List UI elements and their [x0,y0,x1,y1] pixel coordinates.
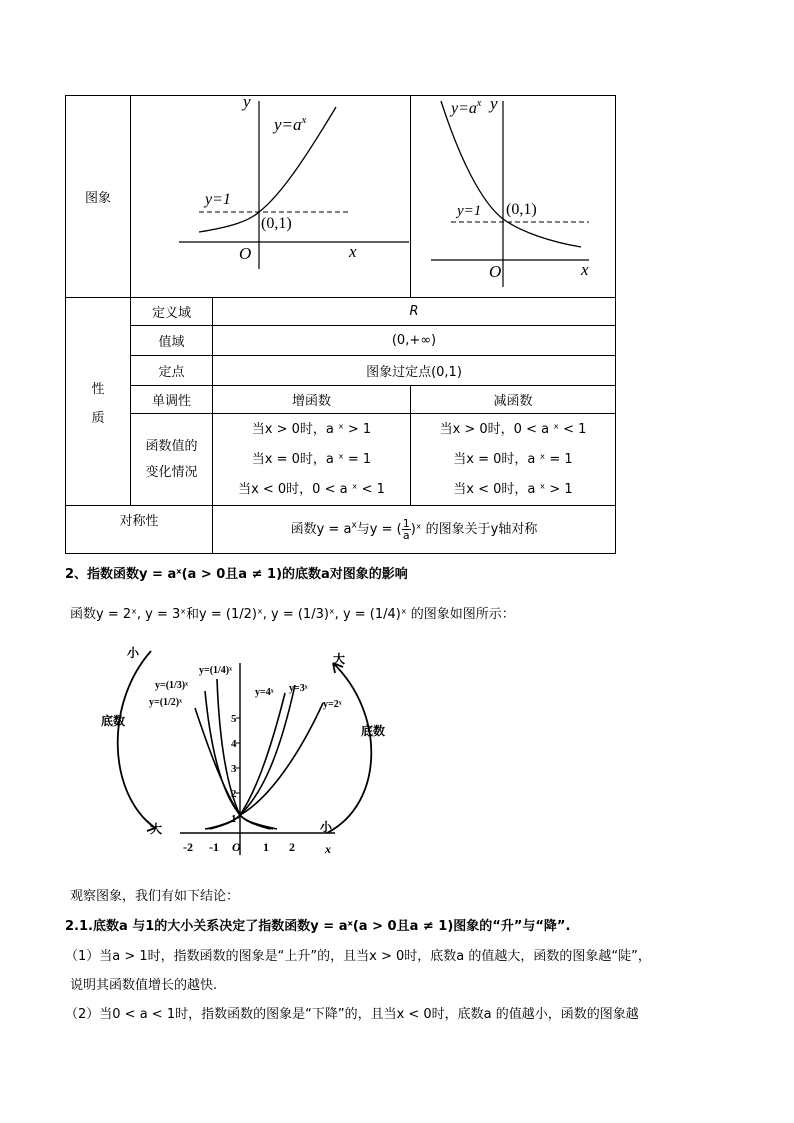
fixed-point-label: 定点 [131,356,213,386]
decreasing-curve [441,101,581,247]
decreasing-change-line: 当x = 0时，a ˣ = 1 [453,451,573,467]
y-tick-label: 2 [231,788,237,800]
label-half: y=(1/2)ˣ [149,697,182,708]
properties-label-1: 性 [91,381,105,397]
symmetry-text-mid: 与y = ( [356,522,402,537]
observation-intro: 观察图象，我们有如下结论： [70,889,240,904]
properties-table [65,95,616,554]
x-tick-label: -2 [183,840,193,854]
monotonicity-label: 单调性 [131,386,213,414]
symmetry-text-post: )ˣ 的图象关于y轴对称 [410,522,538,537]
base-comparison-figure [95,643,395,861]
y-tick-label: 3 [231,763,237,775]
properties-label [66,298,131,506]
curve-label: $y=a^x$ [451,97,482,117]
left-base-arc [118,651,155,828]
conclusion-1-line-1: （1）当a > 1时，指数函数的图象是“上升”的，且当x > 0时，底数a 的值越大，函数的图象越“陡”， [65,949,651,964]
label-quarter: y=(1/4)ˣ [199,665,232,676]
graph-decreasing [411,97,615,297]
properties-label-2: 质 [91,410,105,426]
x-tick-label: 2 [289,840,295,854]
conclusion-2-line-1: （2）当0 < a < 1时，指数函数的图象是“下降”的，且当x < 0时，底数a 的值越小，函数的图象越 [65,1007,639,1022]
label-2x: y=2ˣ [323,699,342,710]
right-base-arc [327,663,371,833]
origin-label: O [232,840,241,854]
section-2-description: 函数y = 2ˣ, y = 3ˣ和y = (1/2)ˣ, y = (1/3)ˣ, y = (1/4)ˣ 的图象如图所示： [70,607,515,622]
point-label: (0,1) [261,214,292,232]
y-tick-label: 4 [231,738,237,750]
y1-label: y=1 [205,190,231,208]
fraction-numerator: 1 [402,517,410,530]
x-axis-label: x [349,241,357,261]
label-3x: y=3ˣ [289,683,308,694]
value-change-label-2: 变化情况 [145,464,198,480]
origin-label: O [239,243,252,263]
symmetry-label: 对称性 [66,506,213,554]
graph-increasing-cell [131,96,411,298]
y-tick-label: 5 [231,713,237,725]
graph-decreasing-cell [411,96,616,298]
range-label: 值域 [131,326,213,356]
monotonicity-increasing: 增函数 [213,386,411,414]
symmetry-row [66,506,616,554]
origin-label: O [489,261,502,281]
increasing-change-line: 当x < 0时，0 < a ˣ < 1 [238,481,385,497]
small-bottom-label: 小 [320,820,333,834]
range-row [66,326,616,356]
base-left-label: 底数 [101,714,126,728]
y-axis-label: y [490,96,498,113]
domain-row [66,298,616,326]
graph-row [66,96,616,298]
increasing-change-line: 当x = 0时，a ˣ = 1 [251,451,372,467]
fraction-denominator: a [402,529,410,542]
x-axis-label: x [581,259,589,279]
curve-label: $y=a^x$ [274,113,307,134]
conclusion-1-line-2: 说明其函数值增长的越快. [70,978,218,993]
fixed-point-value: 图象过定点(0,1) [213,356,616,386]
monotonicity-decreasing: 减函数 [411,386,616,414]
base-right-label: 底数 [361,724,386,738]
monotonicity-row [66,386,616,414]
small-top-label: 小 [127,646,140,660]
range-value: (0,+∞) [213,326,616,356]
x-tick-label: -1 [209,840,219,854]
domain-label: 定义域 [131,298,213,326]
decreasing-change-line: 当x > 0时，0 < a ˣ < 1 [439,421,587,437]
symmetry-fraction [402,518,411,541]
value-change-label-1: 函数值的 [145,438,198,454]
y-tick-label: 1 [231,813,237,825]
symmetry-value: 函数$y = a^x$与y = ( $\frac{1}{a}$ )ˣ 的图象关于y轴对称 [213,506,616,554]
graph-increasing [131,97,411,297]
symmetry-text-pre: 函数y = a [290,522,352,537]
big-top-label: 大 [333,652,346,666]
domain-value: R [213,298,616,326]
label-third: y=(1/3)ˣ [155,680,188,691]
value-change-label [131,414,213,506]
label-4x: y=4ˣ [255,687,274,698]
point-label: (0,1) [506,200,537,218]
decreasing-change-line: 当x < 0时，a ˣ > 1 [453,481,573,497]
section-2-title: 2、指数函数y = aˣ(a > 0且a ≠ 1)的底数a对图象的影响 [65,567,408,582]
increasing-changes [213,414,411,506]
increasing-change-line: 当x > 0时，a ˣ > 1 [251,421,372,437]
curve-third-x [205,691,273,829]
fixed-point-row [66,356,616,386]
value-change-row [66,414,616,506]
graph-row-label: 图象 [66,96,131,298]
conclusion-2-1: 2.1.底数a 与1的大小关系决定了指数函数y = aˣ(a > 0且a ≠ 1)图象的“升”与“降”. [65,919,571,934]
decreasing-changes [411,414,616,506]
x-tick-label: 1 [263,840,269,854]
big-bottom-label: 大 [150,822,163,836]
y-axis-label: y [243,96,251,111]
y1-label: y=1 [457,202,482,219]
increasing-curve [199,107,336,232]
x-axis-label: x [325,842,331,856]
